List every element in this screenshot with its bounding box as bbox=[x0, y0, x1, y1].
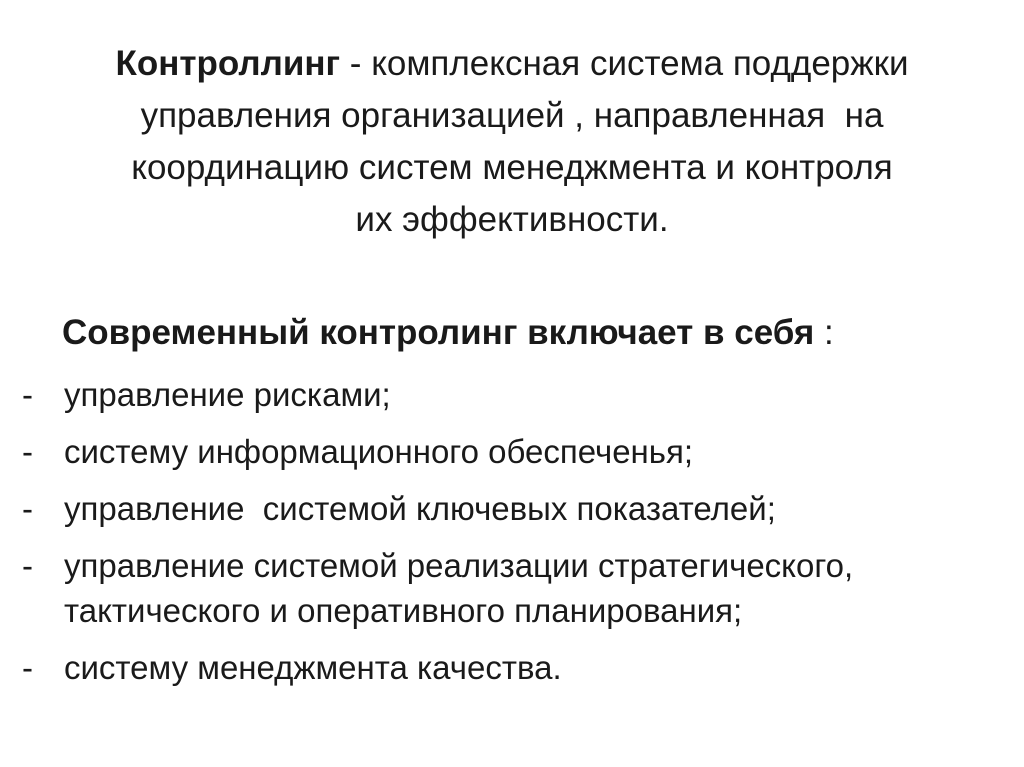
definition-line-3: координацию систем менеджмента и контроля bbox=[131, 148, 893, 187]
bullet-dash: - bbox=[22, 433, 33, 470]
list-item bbox=[22, 372, 1012, 417]
list-item-text: систему менеджмента качества. bbox=[64, 649, 562, 686]
list-item bbox=[22, 645, 1012, 690]
definition-paragraph bbox=[20, 38, 1004, 246]
includes-heading-colon: : bbox=[814, 313, 834, 352]
definition-line-1 bbox=[20, 38, 1004, 90]
list-item bbox=[22, 543, 1012, 633]
definition-line-4: их эффективности. bbox=[355, 200, 669, 239]
bullet-dash: - bbox=[22, 649, 33, 686]
includes-heading bbox=[62, 311, 1012, 355]
list-item-text: управление системой ключевых показателей; bbox=[64, 490, 776, 527]
bullet-dash: - bbox=[22, 547, 33, 584]
list-item-text: систему информационного обеспеченья; bbox=[64, 433, 693, 470]
bullet-dash: - bbox=[22, 490, 33, 527]
definition-line-2: управления организацией , направленная на bbox=[140, 96, 884, 135]
definition-term: Контроллинг bbox=[115, 44, 341, 83]
list-item bbox=[22, 429, 1012, 474]
list-item-text: управление рисками; bbox=[64, 376, 391, 413]
list-item-text-continued: тактического и оперативного планирования; bbox=[64, 592, 743, 629]
list-item bbox=[22, 486, 1012, 531]
bullet-dash: - bbox=[22, 376, 33, 413]
definition-separator: - bbox=[340, 44, 372, 83]
includes-list bbox=[22, 372, 1012, 702]
includes-heading-text: Современный контролинг включает в себя bbox=[62, 313, 815, 352]
definition-line-1-text: комплексная система поддержки bbox=[371, 44, 909, 83]
list-item-text: управление системой реализации стратегического, bbox=[64, 547, 854, 584]
